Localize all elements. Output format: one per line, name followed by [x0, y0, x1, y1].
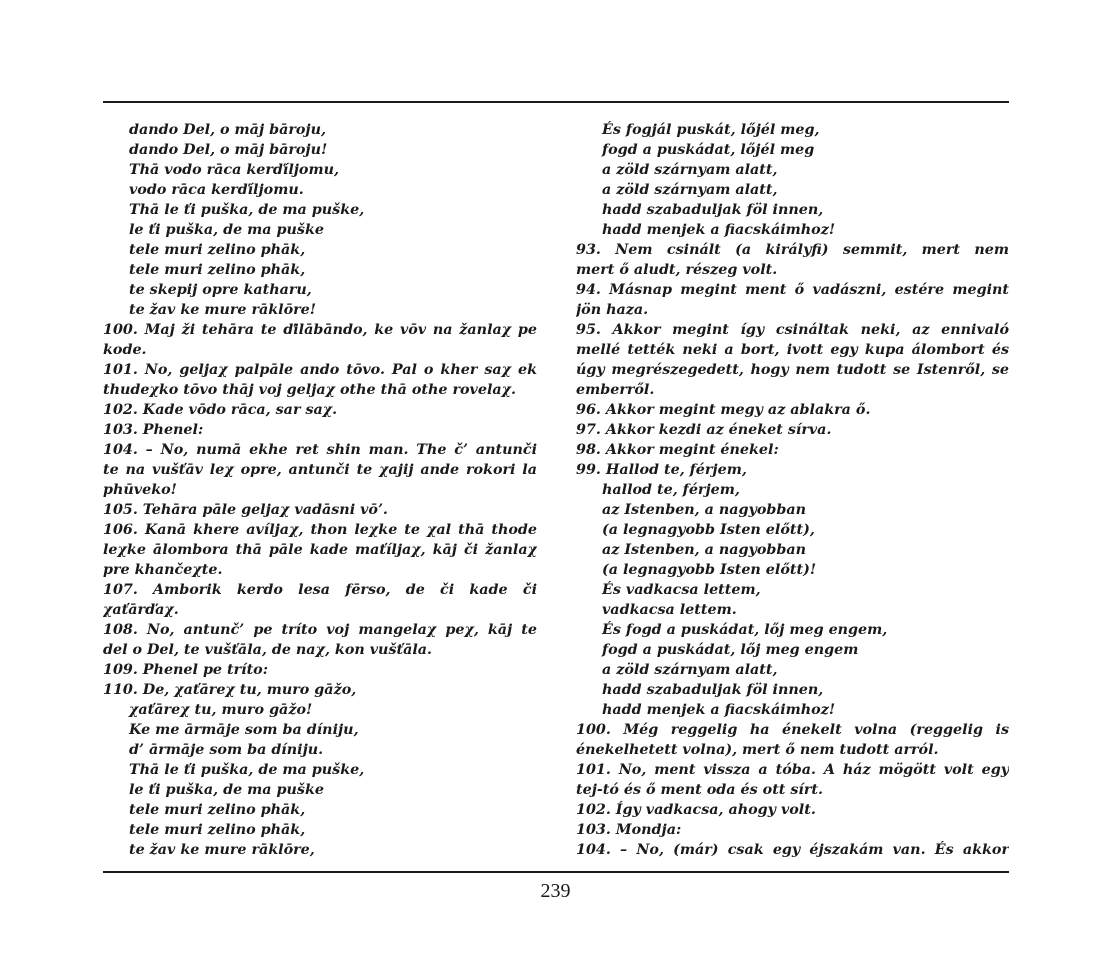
- text-line: 105. Tehāra pāle geljaχ vadāsni vō’.: [103, 502, 388, 518]
- text-line: 95. Akkor megint így csináltak neki, az ennivaló: [576, 322, 1009, 338]
- text-line: 101. No, geljaχ palpāle ando tōvo. Pal o kher saχ ek: [103, 362, 537, 378]
- text-line: del o Del, te vušťāla, de naχ, kon vušťāla.: [103, 642, 433, 658]
- text-line: 104. – No, (már) csak egy éjszakám van. És akkor: [576, 842, 1009, 858]
- text-line: 110. De, χaťāreχ tu, muro gāžo,: [103, 682, 357, 698]
- left-column: [103, 120, 537, 860]
- text-line: Thā le ťi puška, de ma puške,: [129, 762, 365, 778]
- text-line: 101. No, ment vissza a tóba. A ház mögött volt egy: [576, 762, 1009, 778]
- top-rule: [103, 101, 1009, 103]
- text-line: hadd menjek a fiacskáimhoz!: [602, 222, 836, 238]
- text-line: tele muri zelino phāk,: [129, 242, 306, 258]
- text-line: thudeχko tōvo thāj voj geljaχ othe thā othe rovelaχ.: [103, 382, 517, 398]
- text-line: vodo rāca kerďíljomu.: [129, 182, 304, 198]
- text-line: 103. Mondja:: [576, 822, 682, 838]
- text-line: 98. Akkor megint énekel:: [576, 442, 779, 458]
- bottom-rule: [103, 871, 1009, 873]
- text-line: χaťāreχ tu, muro gāžo!: [129, 702, 313, 718]
- text-line: 109. Phenel pe tríto:: [103, 662, 268, 678]
- text-line: a zöld szárnyam alatt,: [602, 162, 778, 178]
- page-number: 239: [540, 880, 571, 902]
- text-line: (a legnagyobb Isten előtt),: [602, 522, 815, 538]
- text-line: hadd szabaduljak föl innen,: [602, 682, 824, 698]
- text-line: te žav ke mure rāklōre,: [129, 842, 315, 858]
- text-line: le ťi puška, de ma puške: [129, 782, 324, 798]
- text-line: 106. Kanā khere avíljaχ, thon leχke te χal thā thode: [103, 522, 537, 538]
- text-line: te skepij opre katharu,: [129, 282, 312, 298]
- text-line: kode.: [103, 342, 147, 358]
- text-line: χaťārďaχ.: [103, 602, 179, 618]
- text-line: d’ ārmāje som ba díniju.: [129, 742, 324, 758]
- text-line: Ke me ārmāje som ba díniju,: [129, 722, 359, 738]
- text-line: 104. – No, numā ekhe ret shin man. The č’ antunči: [103, 442, 537, 458]
- text-line: hadd menjek a fiacskáimhoz!: [602, 702, 836, 718]
- text-line: 102. Így vadkacsa, ahogy volt.: [576, 802, 816, 818]
- text-line: fogd a puskádat, lőj meg engem: [602, 642, 859, 658]
- text-line: 97. Akkor kezdi az éneket sírva.: [576, 422, 832, 438]
- text-line: a zöld szárnyam alatt,: [602, 182, 778, 198]
- text-line: az Istenben, a nagyobban: [602, 542, 807, 558]
- text-line: 100. Maj ži tehāra te ďilābāndo, ke vōv na žanlaχ pe: [103, 322, 537, 338]
- text-line: fogd a puskádat, lőjél meg: [602, 142, 815, 158]
- text-line: a zöld szárnyam alatt,: [602, 662, 778, 678]
- text-line: te žav ke mure rāklōre!: [129, 302, 317, 318]
- text-line: mellé tették neki a bort, ivott egy kupa álombort és: [576, 342, 1009, 358]
- text-line: pre khančeχte.: [103, 562, 223, 578]
- text-line: 94. Másnap megint ment ő vadászni, estére megint: [576, 282, 1009, 298]
- text-line: (a legnagyobb Isten előtt)!: [602, 562, 817, 578]
- text-line: 108. No, antunč’ pe tríto voj mangelaχ peχ, kāj te: [103, 622, 537, 638]
- text-line: 102. Kade vōdo rāca, sar saχ.: [103, 402, 338, 418]
- text-line: tele muri zelino phāk,: [129, 802, 306, 818]
- text-line: vadkacsa lettem.: [602, 602, 737, 618]
- text-line: 93. Nem csinált (a királyfi) semmit, mert nem: [576, 242, 1009, 258]
- text-line: emberről.: [576, 382, 655, 398]
- right-column: [576, 120, 1009, 860]
- text-line: leχke ālombora thā pāle kade maťíljaχ, kāj či žanlaχ: [103, 542, 537, 558]
- text-line: jön haza.: [576, 302, 649, 318]
- text-line: 103. Phenel:: [103, 422, 204, 438]
- text-line: mert ő aludt, részeg volt.: [576, 262, 778, 278]
- text-line: 96. Akkor megint megy az ablakra ő.: [576, 402, 871, 418]
- text-line: dando Del, o māj bāroju,: [129, 122, 326, 138]
- text-line: te na vušťāv leχ opre, antunči te χajij ande rokori la: [103, 462, 537, 478]
- text-line: le ťi puška, de ma puške: [129, 222, 324, 238]
- text-line: Thā vodo rāca kerďíljomu,: [129, 162, 339, 178]
- text-line: És fogjál puskát, lőjél meg,: [602, 122, 820, 138]
- text-line: 99. Hallod te, férjem,: [576, 462, 747, 478]
- text-line: És fogd a puskádat, lőj meg engem,: [602, 622, 888, 638]
- text-line: énekelhetett volna), mert ő nem tudott arról.: [576, 742, 939, 758]
- text-line: az Istenben, a nagyobban: [602, 502, 807, 518]
- text-line: tele muri zelino phāk,: [129, 822, 306, 838]
- text-line: phūveko!: [103, 482, 177, 498]
- text-line: tele muri zelino phāk,: [129, 262, 306, 278]
- text-line: 107. Amborik kerdo lesa fērso, de či kade či: [103, 582, 537, 598]
- text-line: 100. Még reggelig ha énekelt volna (reggelig is: [576, 722, 1009, 738]
- text-line: dando Del, o māj bāroju!: [129, 142, 328, 158]
- text-line: tej-tó és ő ment oda és ott sírt.: [576, 782, 823, 798]
- text-line: hadd szabaduljak föl innen,: [602, 202, 824, 218]
- text-line: És vadkacsa lettem,: [602, 582, 761, 598]
- text-line: úgy megrészegedett, hogy nem tudott se Istenről, se: [576, 362, 1009, 378]
- text-line: Thā le ťi puška, de ma puške,: [129, 202, 365, 218]
- text-line: hallod te, férjem,: [602, 482, 740, 498]
